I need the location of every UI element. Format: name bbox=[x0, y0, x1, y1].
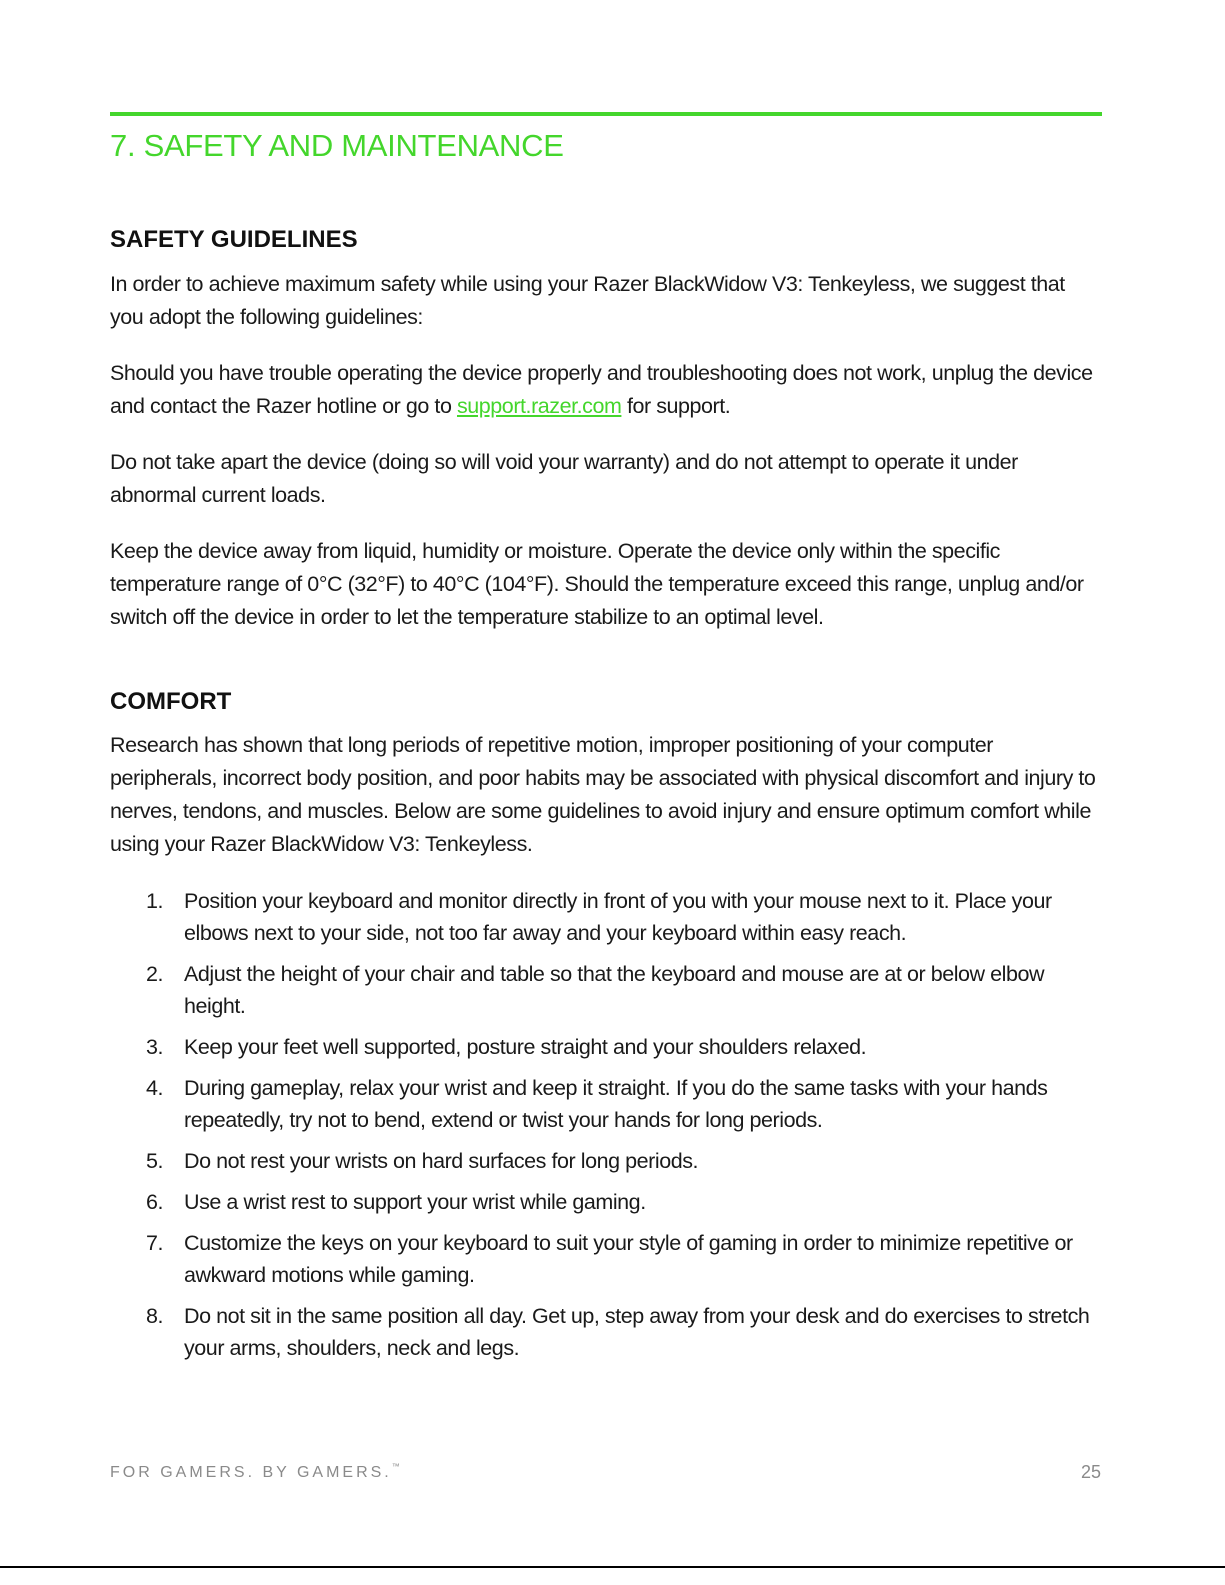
comfort-paragraph-intro: Research has shown that long periods of repetitive motion, improper positioning of your computer peripherals, incorrect body position, and poor habits may be associated with physical discomfort and injury to nerves, tendons, and muscles. Below are some guidelines to avoid injury and ensure optimum comfort while using your Razer BlackWidow V3: Tenkeyless. bbox=[110, 733, 1096, 856]
trademark-symbol: ™ bbox=[391, 1462, 400, 1471]
list-item-text: Position your keyboard and monitor directly in front of you with your mouse next to it. Place your elbows next to your side, not too far away and your keyboard within easy reach. bbox=[184, 889, 1052, 945]
safety-paragraph-support bbox=[110, 357, 1100, 423]
list-item-text: Adjust the height of your chair and table so that the keyboard and mouse are at or below elbow height. bbox=[184, 962, 1045, 1018]
safety-paragraph-environment: Keep the device away from liquid, humidity or moisture. Operate the device only within the specific temperature range of 0°C (32°F) to 40°C (104°F). Should the temperature exceed this range, unplug and/or switch off the device in order to let the temperature stabilize to an optimal level. bbox=[110, 539, 1084, 629]
list-item-number: 8. bbox=[146, 1304, 164, 1328]
list-item-text: Customize the keys on your keyboard to suit your style of gaming in order to minimize repetitive or awkward motions while gaming. bbox=[184, 1231, 1073, 1287]
list-item bbox=[110, 1145, 1100, 1177]
support-link[interactable]: support.razer.com bbox=[456, 394, 622, 418]
list-item bbox=[110, 1186, 1100, 1218]
safety-paragraph-disassembly: Do not take apart the device (doing so will void your warranty) and do not attempt to operate it under abnormal current loads. bbox=[110, 450, 1018, 507]
safety-guidelines-heading: SAFETY GUIDELINES bbox=[110, 226, 358, 253]
list-item bbox=[110, 1031, 1100, 1063]
list-item-number: 3. bbox=[146, 1035, 164, 1059]
list-item-number: 5. bbox=[146, 1149, 164, 1173]
list-item-text: Do not sit in the same position all day. Get up, step away from your desk and do exercises to stretch your arms, shoulders, neck and legs. bbox=[184, 1304, 1090, 1360]
section-top-rule bbox=[110, 112, 1102, 116]
safety-paragraph-intro: In order to achieve maximum safety while using your Razer BlackWidow V3: Tenkeyless, we suggest that you adopt the following guidelines: bbox=[110, 272, 1065, 329]
list-item-number: 1. bbox=[146, 889, 164, 913]
list-item-number: 7. bbox=[146, 1231, 164, 1255]
list-item-text: During gameplay, relax your wrist and keep it straight. If you do the same tasks with your hands repeatedly, try not to bend, extend or twist your hands for long periods. bbox=[184, 1076, 1048, 1132]
list-item bbox=[110, 958, 1100, 1022]
section-title: 7. SAFETY AND MAINTENANCE bbox=[110, 128, 564, 163]
page-number: 25 bbox=[1080, 1462, 1101, 1482]
list-item bbox=[110, 885, 1100, 949]
list-item-number: 6. bbox=[146, 1190, 164, 1214]
list-item bbox=[110, 1072, 1100, 1136]
footer-tagline bbox=[110, 1462, 400, 1482]
comfort-heading: COMFORT bbox=[110, 688, 232, 715]
page-bottom-border bbox=[0, 1566, 1225, 1568]
footer-tagline-text: FOR GAMERS. BY GAMERS. bbox=[110, 1464, 392, 1481]
list-item-text: Use a wrist rest to support your wrist while gaming. bbox=[184, 1190, 646, 1214]
support-text-after: for support. bbox=[621, 394, 731, 418]
comfort-guidelines-list bbox=[110, 885, 1100, 1364]
list-item bbox=[110, 1227, 1100, 1291]
list-item-text: Do not rest your wrists on hard surfaces for long periods. bbox=[184, 1149, 699, 1173]
support-text-before: Should you have trouble operating the device properly and troubleshooting does not work, unplug the device and contact the Razer hotline or go to bbox=[110, 361, 1093, 418]
page-content bbox=[110, 222, 1100, 1373]
list-item-number: 4. bbox=[146, 1076, 164, 1100]
list-item-number: 2. bbox=[146, 962, 164, 986]
list-item bbox=[110, 1300, 1100, 1364]
list-item-text: Keep your feet well supported, posture straight and your shoulders relaxed. bbox=[184, 1035, 867, 1059]
